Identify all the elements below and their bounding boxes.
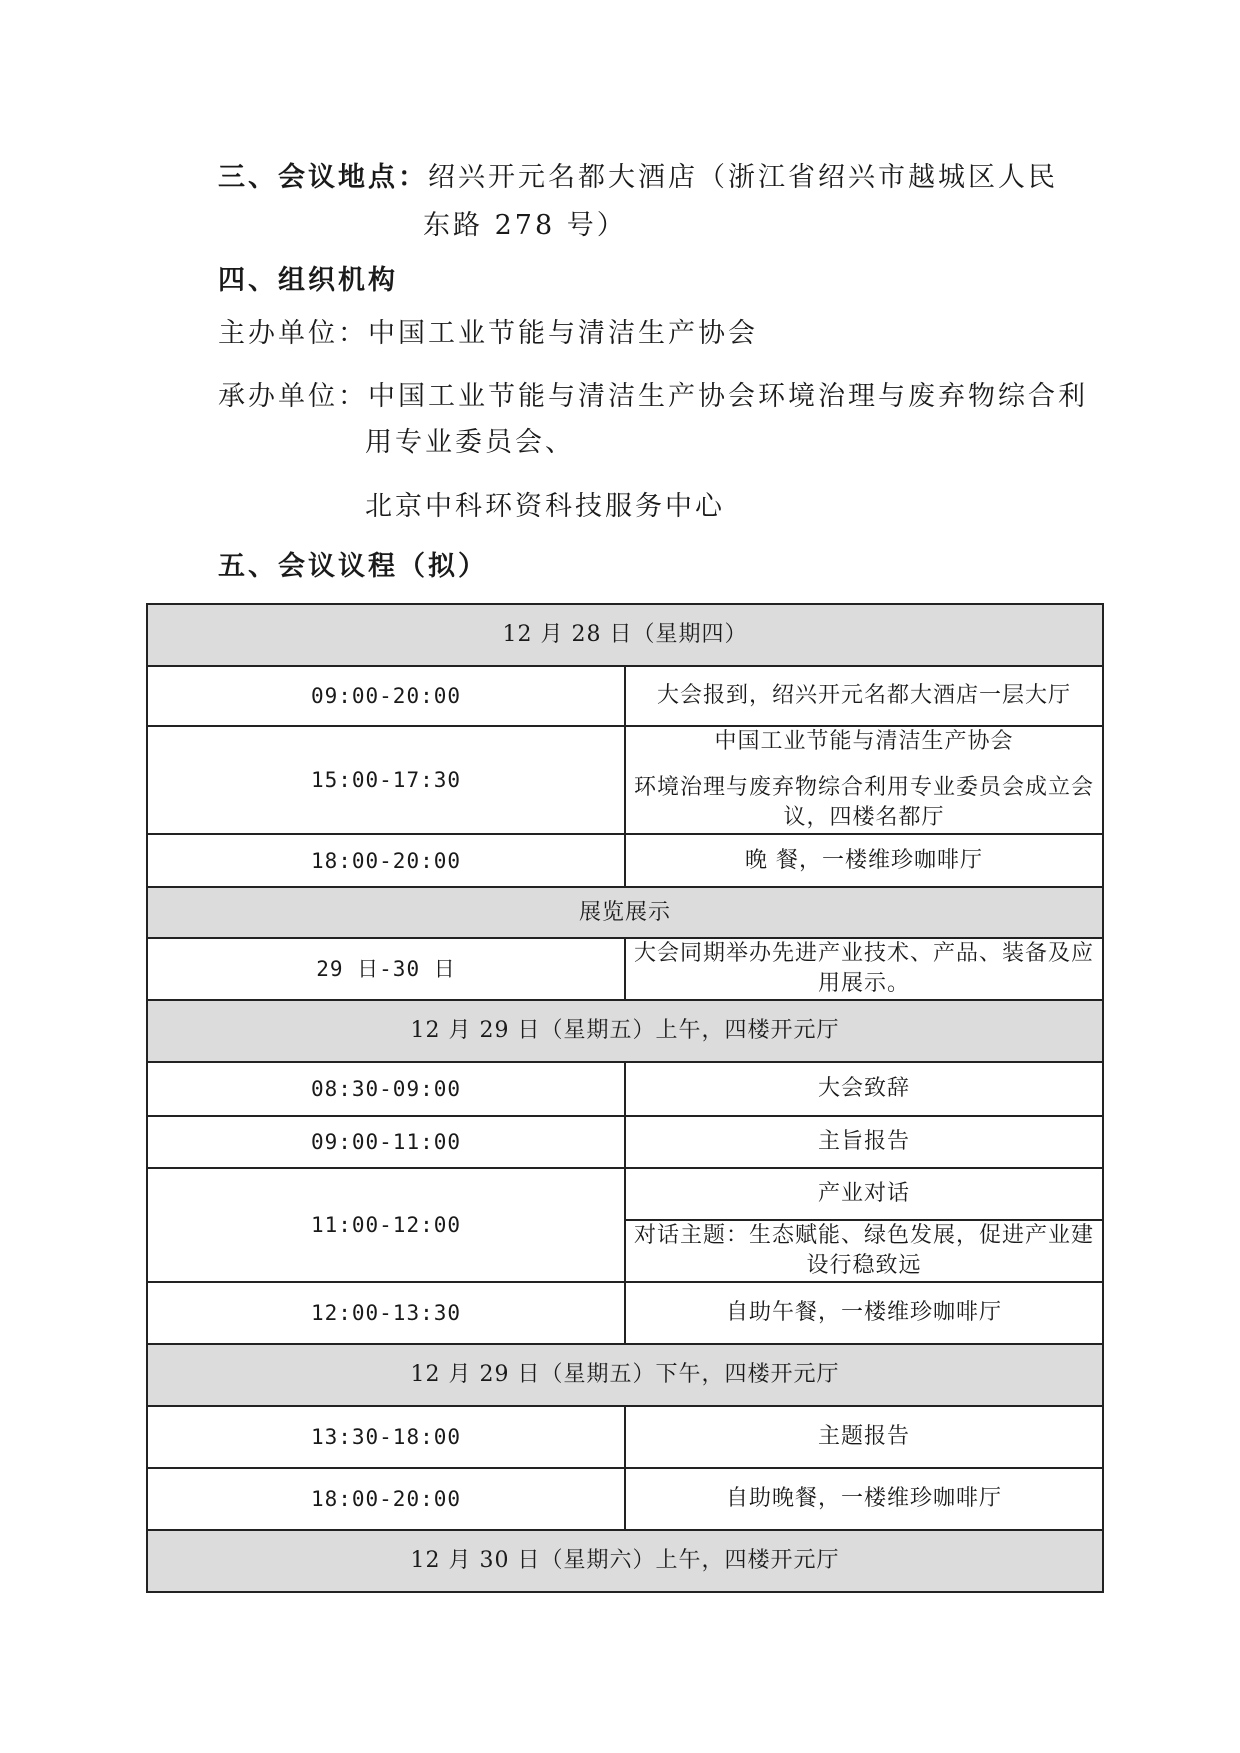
section-header-cell: 展览展示 <box>147 887 1103 938</box>
content-cell: 大会报到，绍兴开元名都大酒店一层大厅 <box>625 666 1103 726</box>
time-cell: 11:00-12:00 <box>147 1168 625 1282</box>
day-header-cell: 12 月 30 日（星期六）上午，四楼开元厅 <box>147 1530 1103 1592</box>
table-row <box>147 666 1103 726</box>
agenda-day-header <box>147 1530 1103 1592</box>
host-value: 中国工业节能与清洁生产协会 <box>368 318 758 349</box>
time-cell: 18:00-20:00 <box>147 834 625 887</box>
location-line <box>218 161 1058 195</box>
organizer-value-line3: 北京中科环资科技服务中心 <box>365 491 725 522</box>
agenda-table <box>146 603 1104 1593</box>
content-cell: 大会致辞 <box>625 1062 1103 1116</box>
time-cell: 13:30-18:00 <box>147 1406 625 1468</box>
table-row <box>147 1168 1103 1220</box>
content-cell <box>625 726 1103 834</box>
content-cell: 对话主题：生态赋能、绿色发展，促进产业建设行稳致远 <box>625 1220 1103 1282</box>
table-row <box>147 1406 1103 1468</box>
table-row <box>147 1282 1103 1344</box>
agenda-day-header <box>147 1000 1103 1062</box>
time-cell: 29 日-30 日 <box>147 938 625 1000</box>
host-line <box>218 317 758 351</box>
content-cell: 主题报告 <box>625 1406 1103 1468</box>
time-cell: 08:30-09:00 <box>147 1062 625 1116</box>
time-cell: 09:00-20:00 <box>147 666 625 726</box>
agenda-day-header <box>147 604 1103 666</box>
organizer-value-line1: 中国工业节能与清洁生产协会环境治理与废弃物综合利 <box>368 381 1088 412</box>
location-value-line1: 绍兴开元名都大酒店（浙江省绍兴市越城区人民 <box>428 162 1058 193</box>
organizer-value-line2: 用专业委员会、 <box>365 427 575 458</box>
table-row <box>147 938 1103 1000</box>
table-row <box>147 1468 1103 1530</box>
content-cell: 自助午餐，一楼维珍咖啡厅 <box>625 1282 1103 1344</box>
content-cell: 主旨报告 <box>625 1116 1103 1168</box>
org-heading: 四、组织机构 <box>218 265 398 296</box>
day-header-cell: 12 月 29 日（星期五）上午，四楼开元厅 <box>147 1000 1103 1062</box>
content-line: 环境治理与废弃物综合利用专业委员会成立会议，四楼名都厅 <box>633 775 1094 830</box>
table-row <box>147 834 1103 887</box>
day-header-cell: 12 月 29 日（星期五）下午，四楼开元厅 <box>147 1344 1103 1406</box>
time-cell: 18:00-20:00 <box>147 1468 625 1530</box>
agenda-heading: 五、会议议程（拟） <box>218 551 488 582</box>
table-row <box>147 1116 1103 1168</box>
time-cell: 15:00-17:30 <box>147 726 625 834</box>
location-value-line2: 东路 278 号） <box>423 210 627 241</box>
organizer-label: 承办单位： <box>218 381 368 412</box>
content-line: 中国工业节能与清洁生产协会 <box>714 729 1014 754</box>
location-heading: 三、会议地点： <box>218 162 428 193</box>
content-cell: 晚 餐，一楼维珍咖啡厅 <box>625 834 1103 887</box>
table-row <box>147 1062 1103 1116</box>
content-cell: 产业对话 <box>625 1168 1103 1220</box>
organizer-line <box>218 380 1088 414</box>
time-cell: 09:00-11:00 <box>147 1116 625 1168</box>
agenda-section-header <box>147 887 1103 938</box>
content-cell: 大会同期举办先进产业技术、产品、装备及应用展示。 <box>625 938 1103 1000</box>
time-cell: 12:00-13:30 <box>147 1282 625 1344</box>
day-header-cell: 12 月 28 日（星期四） <box>147 604 1103 666</box>
table-row <box>147 726 1103 834</box>
agenda-day-header <box>147 1344 1103 1406</box>
host-label: 主办单位： <box>218 318 368 349</box>
content-cell: 自助晚餐，一楼维珍咖啡厅 <box>625 1468 1103 1530</box>
